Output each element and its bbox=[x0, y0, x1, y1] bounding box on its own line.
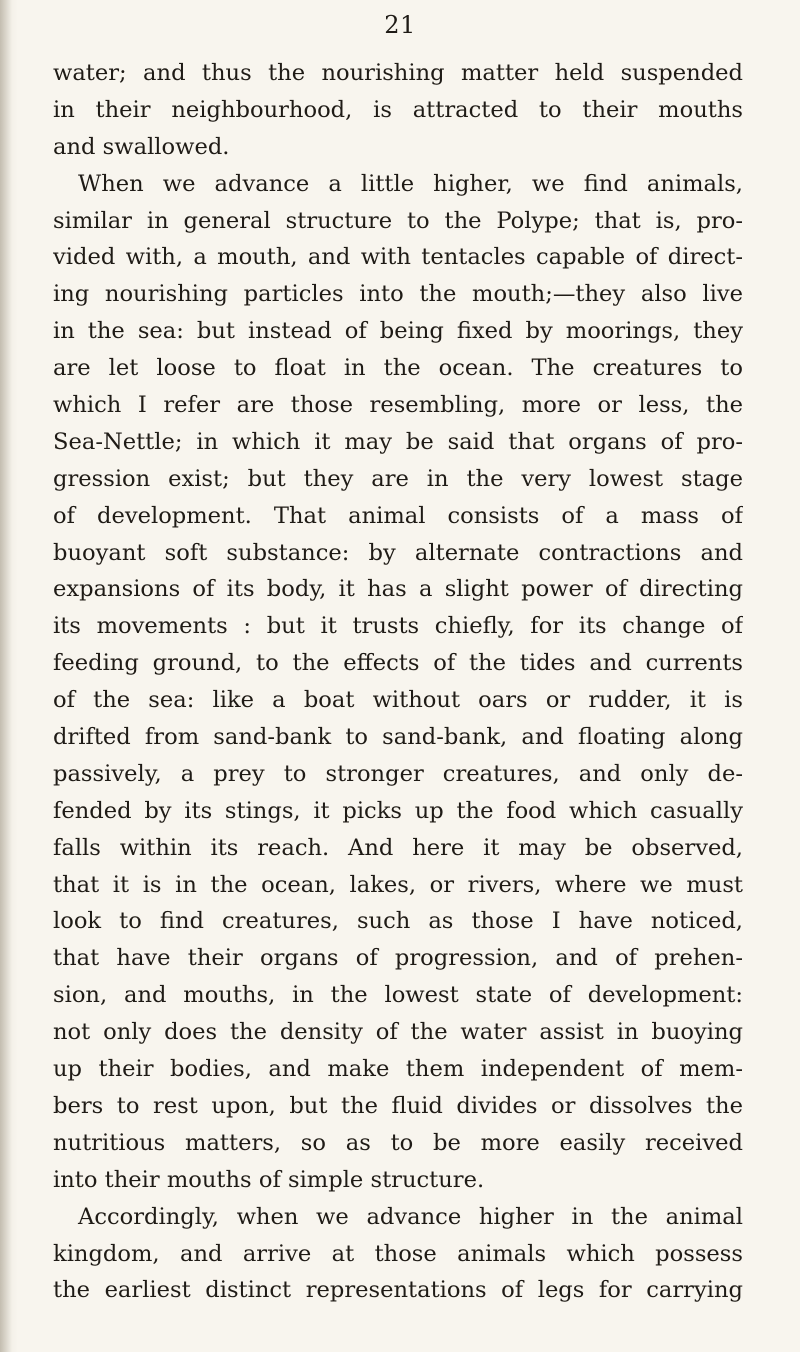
text-line: gression exist; but they are in the very lowest stage bbox=[53, 465, 743, 492]
text-line: passively, a prey to stronger creatures, and only de- bbox=[53, 760, 743, 787]
text-line: kingdom, and arrive at those animals which possess bbox=[53, 1240, 743, 1267]
text-line: drifted from sand-bank to sand-bank, and floating along bbox=[53, 724, 743, 751]
text-line: Sea-Nettle; in which it may be said that organs of pro- bbox=[53, 428, 743, 455]
text-line: falls within its reach. And here it may be observed, bbox=[53, 834, 743, 861]
text-line: look to find creatures, such as those I have noticed, bbox=[53, 908, 743, 935]
text-line: sion, and mouths, in the lowest state of development: bbox=[53, 982, 743, 1009]
binding-shadow bbox=[0, 0, 12, 1352]
text-line: which I refer are those resembling, more or less, the bbox=[53, 392, 743, 419]
text-line: into their mouths of simple structure. bbox=[53, 1166, 485, 1193]
text-line: bers to rest upon, but the fluid divides or dissolves the bbox=[53, 1092, 743, 1119]
text-line: up their bodies, and make them independent of mem- bbox=[53, 1056, 743, 1083]
text-line: in the sea: but instead of being fixed by moorings, they bbox=[53, 318, 743, 345]
text-line: fended by its stings, it picks up the food which casually bbox=[53, 797, 743, 824]
text-line: water; and thus the nourishing matter held suspended bbox=[53, 60, 743, 86]
text-line: are let loose to float in the ocean. The creatures to bbox=[53, 355, 743, 382]
text-line: that have their organs of progression, and of prehen- bbox=[53, 945, 743, 972]
text-line: that it is in the ocean, lakes, or rivers, where we must bbox=[53, 871, 743, 898]
text-line: and swallowed. bbox=[53, 133, 230, 160]
page-number: 21 bbox=[384, 11, 416, 39]
body-text bbox=[53, 55, 743, 1309]
text-line: feeding ground, to the effects of the tides and currents bbox=[53, 650, 743, 677]
text-line: its movements : but it trusts chiefly, for its change of bbox=[53, 613, 743, 640]
text-line: vided with, a mouth, and with tentacles capable of direct- bbox=[53, 244, 743, 271]
text-line: of development. That animal consists of a mass of bbox=[53, 502, 743, 529]
text-line: of the sea: like a boat without oars or rudder, it is bbox=[53, 687, 743, 714]
text-line: Accordingly, when we advance higher in the animal bbox=[78, 1203, 743, 1230]
text-line: in their neighbourhood, is attracted to their mouths bbox=[53, 96, 743, 123]
text-line: nutritious matters, so as to be more easily received bbox=[53, 1129, 743, 1156]
text-line: similar in general structure to the Polype; that is, pro- bbox=[53, 207, 743, 234]
text-line: the earliest distinct representations of legs for carrying bbox=[53, 1277, 743, 1304]
text-line: not only does the density of the water assist in buoying bbox=[53, 1019, 743, 1046]
text-line: When we advance a little higher, we find animals, bbox=[78, 170, 743, 197]
text-line: expansions of its body, it has a slight power of directing bbox=[53, 576, 743, 603]
text-line: buoyant soft substance: by alternate contractions and bbox=[53, 539, 743, 566]
text-line: ing nourishing particles into the mouth;—they also live bbox=[53, 281, 743, 308]
